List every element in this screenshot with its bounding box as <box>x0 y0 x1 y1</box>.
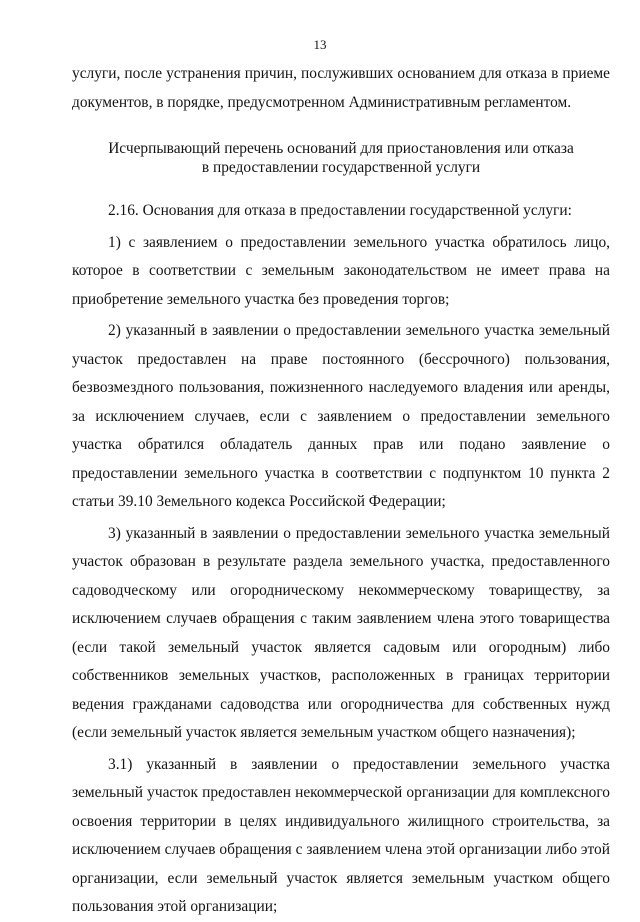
lead-paragraph: услуги, после устранения причин, послуживших основанием для отказа в приеме документов, в порядке, предусмотренном Административным регламентом. <box>72 65 610 111</box>
item-3-1: 3.1) указанный в заявлении о предоставлении земельного участка земельный участок предоставлен некоммерческой организации для комплексного освоения территории в целях индивидуального жилищного строительства, за исключением случаев обращения с заявлением члена этой организации либо этой организации, если земельный участок является земельным участком общего пользования этой организации; <box>72 755 610 915</box>
item-2: 2) указанный в заявлении о предоставлении земельного участка земельный участок предоставлен на праве постоянного (бессрочного) пользования, безвозмездного пользования, пожизненного наследуемого владения или аренды, за исключением случаев, если с заявлением о предоставлении земельного участка обратился обладатель данных прав или подано заявление о предоставлении земельного участка в соответствии с подпунктом 10 пункта 2 статьи 39.10 Земельного кодекса Российской Федерации; <box>72 322 610 510</box>
section-heading <box>72 139 610 177</box>
item-3: 3) указанный в заявлении о предоставлении земельного участка земельный участок образован в результате раздела земельного участка, предоставленного садоводческому или огородническому некоммерческому товариществу, за исключением случаев обращения с таким заявлением члена этого товарищества (если такой земельный участок является садовым или огородным) либо собственников земельных участков, расположенных в границах территории ведения гражданами садоводства или огородничества для собственных нужд (если земельный участок является земельным участком общего назначения); <box>72 524 610 741</box>
page-number: 13 <box>313 37 327 52</box>
clause-2-16: 2.16. Основания для отказа в предоставлении государственной услуги: <box>108 202 572 219</box>
document-body <box>72 60 610 922</box>
section-heading-line-2: в предоставлении государственной услуги <box>201 159 481 176</box>
item-1: 1) с заявлением о предоставлении земельного участка обратилось лицо, которое в соответствии с земельным законодательством не имеет права на приобретение земельного участка без проведения торгов; <box>72 233 610 308</box>
section-heading-line-1: Исчерпывающий перечень оснований для приостановления или отказа <box>108 140 574 157</box>
